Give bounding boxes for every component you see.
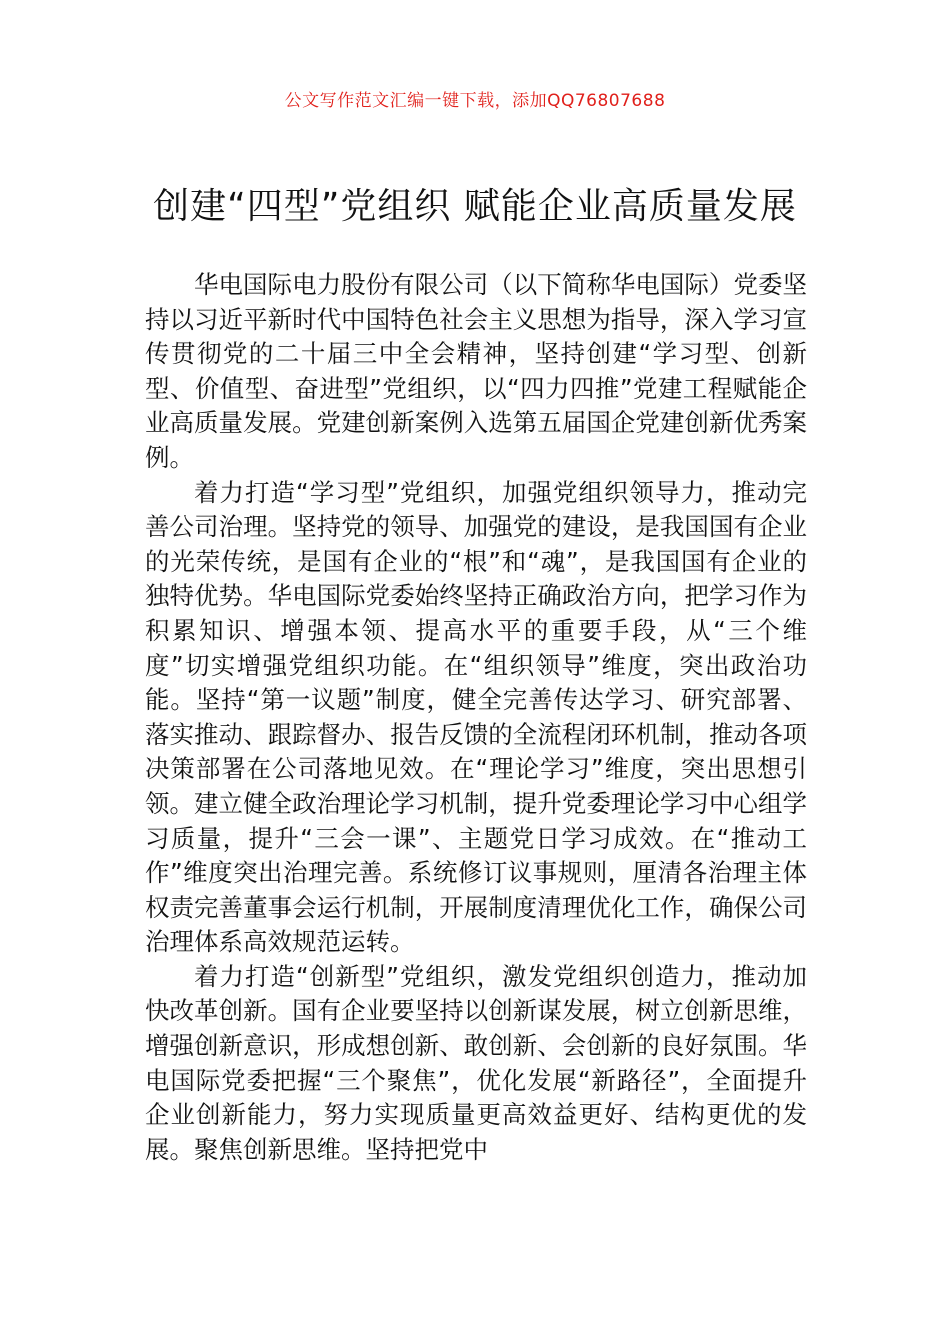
paragraph-intro: 华电国际电力股份有限公司（以下简称华电国际）党委坚持以习近平新时代中国特色社会主义思想为指导，深入学习宣传贯彻党的二十届三中全会精神，坚持创建“学习型、创新型、价值型、奋进型”党组织，以“四力四推”党建工程赋能企业高质量发展。党建创新案例入选第五届国企党建创新优秀案例。 xyxy=(145,270,807,472)
document-title: 创建“四型”党组织 赋能企业高质量发展 xyxy=(153,186,797,227)
document-body xyxy=(145,268,807,1167)
header-download-note: 公文写作范文汇编一键下载，添加QQ76807688 xyxy=(284,91,666,111)
paragraph-learning-type: 着力打造“学习型”党组织，加强党组织领导力，推动完善公司治理。坚持党的领导、加强党的建设，是我国国有企业的光荣传统，是国有企业的“根”和“魂”，是我国国有企业的独特优势。华电国际党委始终坚持正确政治方向，把学习作为积累知识、增强本领、提高水平的重要手段，从“三个维度”切实增强党组织功能。在“组织领导”维度，突出政治功能。坚持“第一议题”制度，健全完善传达学习、研究部署、落实推动、跟踪督办、报告反馈的全流程闭环机制，推动各项决策部署在公司落地见效。在“理论学习”维度，突出思想引领。建立健全政治理论学习机制，提升党委理论学习中心组学习质量，提升“三会一课”、主题党日学习成效。在“推动工作”维度突出治理完善。系统修订议事规则，厘清各治理主体权责完善董事会运行机制，开展制度清理优化工作，确保公司治理体系高效规范运转。 xyxy=(145,477,807,957)
paragraph-innovation-type: 着力打造“创新型”党组织，激发党组织创造力，推动加快改革创新。国有企业要坚持以创新谋发展，树立创新思维，增强创新意识，形成想创新、敢创新、会创新的良好氛围。华电国际党委把握“三个聚焦”，优化发展“新路径”，全面提升企业创新能力，努力实现质量更高效益更好、结构更优的发展。聚焦创新思维。坚持把党中 xyxy=(145,961,807,1164)
